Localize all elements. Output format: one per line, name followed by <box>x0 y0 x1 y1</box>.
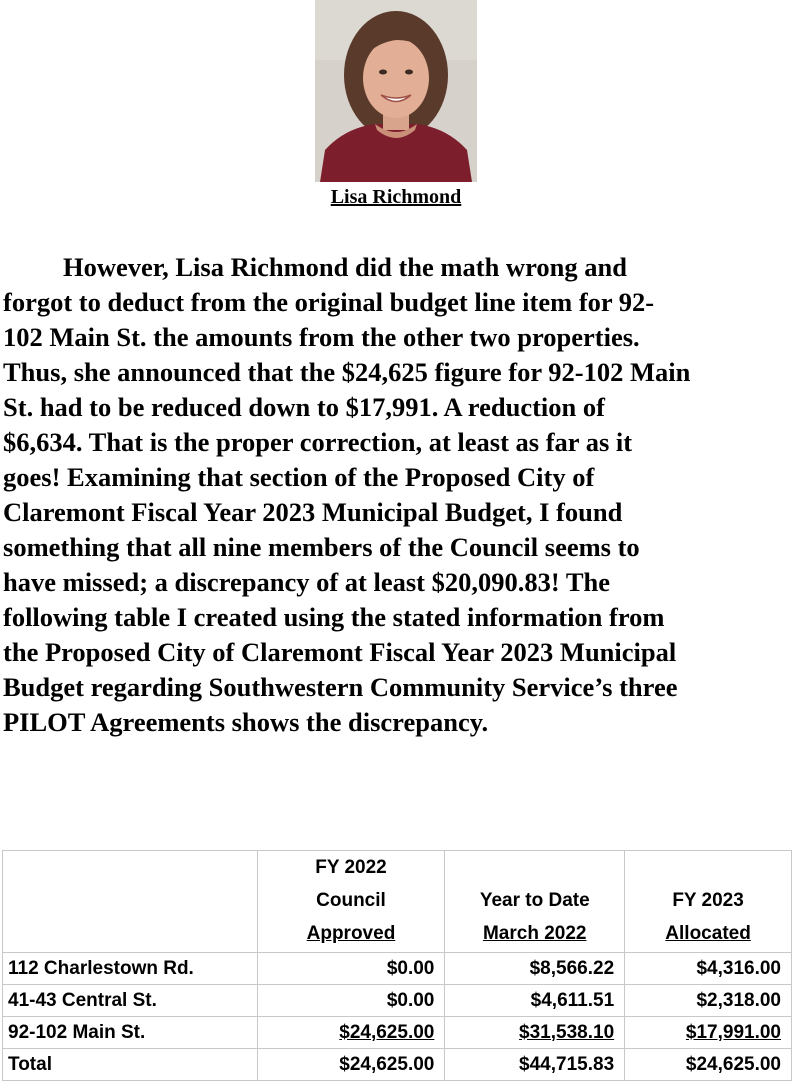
row-label: 41-43 Central St. <box>3 985 258 1017</box>
table-header-row <box>3 851 792 953</box>
cell-fy2023: $4,316.00 <box>625 953 792 985</box>
header-empty <box>3 851 258 953</box>
article-body <box>3 250 792 740</box>
row-label: Total <box>3 1049 258 1081</box>
cell-fy2022: $0.00 <box>257 985 445 1017</box>
table-row <box>3 1017 792 1049</box>
article-line: the Proposed City of Claremont Fiscal Year 2023 Municipal <box>3 637 677 667</box>
cell-ytd <box>445 1017 625 1049</box>
cell-fy2023: $24,625.00 <box>625 1049 792 1081</box>
header-line: FY 2022 <box>315 857 387 878</box>
article-line: goes! Examining that section of the Proposed City of <box>3 462 595 492</box>
header-line-underlined: March 2022 <box>482 923 587 944</box>
cell-ytd: $4,611.51 <box>445 985 625 1017</box>
table-row-total <box>3 1049 792 1081</box>
article-line: have missed; a discrepancy of at least $20,090.83! The <box>3 567 611 597</box>
article-line: 102 Main St. the amounts from the other two properties. <box>3 322 640 352</box>
cell-fy2022 <box>257 1017 445 1049</box>
article-line: something that all nine members of the Council seems to <box>3 532 640 562</box>
row-label: 92-102 Main St. <box>3 1017 258 1049</box>
article-line: St. had to be reduced down to $17,991. A reduction of <box>3 392 605 422</box>
cell-ytd: $8,566.22 <box>445 953 625 985</box>
cell-fy2022: $0.00 <box>257 953 445 985</box>
header-line-underlined: Approved <box>306 923 396 944</box>
header-line-underlined: Allocated <box>665 923 751 944</box>
header-line: Council <box>316 890 386 911</box>
header-line: FY 2023 <box>672 890 744 911</box>
row-label: 112 Charlestown Rd. <box>3 953 258 985</box>
cell-fy2023: $2,318.00 <box>625 985 792 1017</box>
header-line: Year to Date <box>479 890 590 911</box>
article-line: following table I created using the stated information from <box>3 602 665 632</box>
article-line: However, Lisa Richmond did the math wrong and <box>63 252 627 282</box>
portrait-icon <box>315 0 477 182</box>
portrait-photo <box>315 0 477 182</box>
pilot-table <box>2 850 792 1081</box>
article-line: $6,634. That is the proper correction, at least as far as it <box>3 427 633 457</box>
table-row <box>3 985 792 1017</box>
cell-value: $31,538.10 <box>519 1021 615 1043</box>
cell-value: $17,991.00 <box>685 1021 781 1043</box>
photo-caption: Lisa Richmond <box>330 186 462 208</box>
header-fy2022 <box>257 851 445 953</box>
header-fy2023 <box>625 851 792 953</box>
article-line: Thus, she announced that the $24,625 figure for 92-102 Main <box>3 357 691 387</box>
cell-fy2022: $24,625.00 <box>257 1049 445 1081</box>
cell-fy2023 <box>625 1017 792 1049</box>
article-line: forgot to deduct from the original budget line item for 92- <box>3 287 655 317</box>
cell-ytd: $44,715.83 <box>445 1049 625 1081</box>
article-line: Claremont Fiscal Year 2023 Municipal Budget, I found <box>3 497 623 527</box>
cell-value: $24,625.00 <box>339 1021 435 1043</box>
article-line: PILOT Agreements shows the discrepancy. <box>3 707 489 737</box>
table-row <box>3 953 792 985</box>
header-ytd <box>445 851 625 953</box>
article-line: Budget regarding Southwestern Community Service’s three <box>3 672 678 702</box>
